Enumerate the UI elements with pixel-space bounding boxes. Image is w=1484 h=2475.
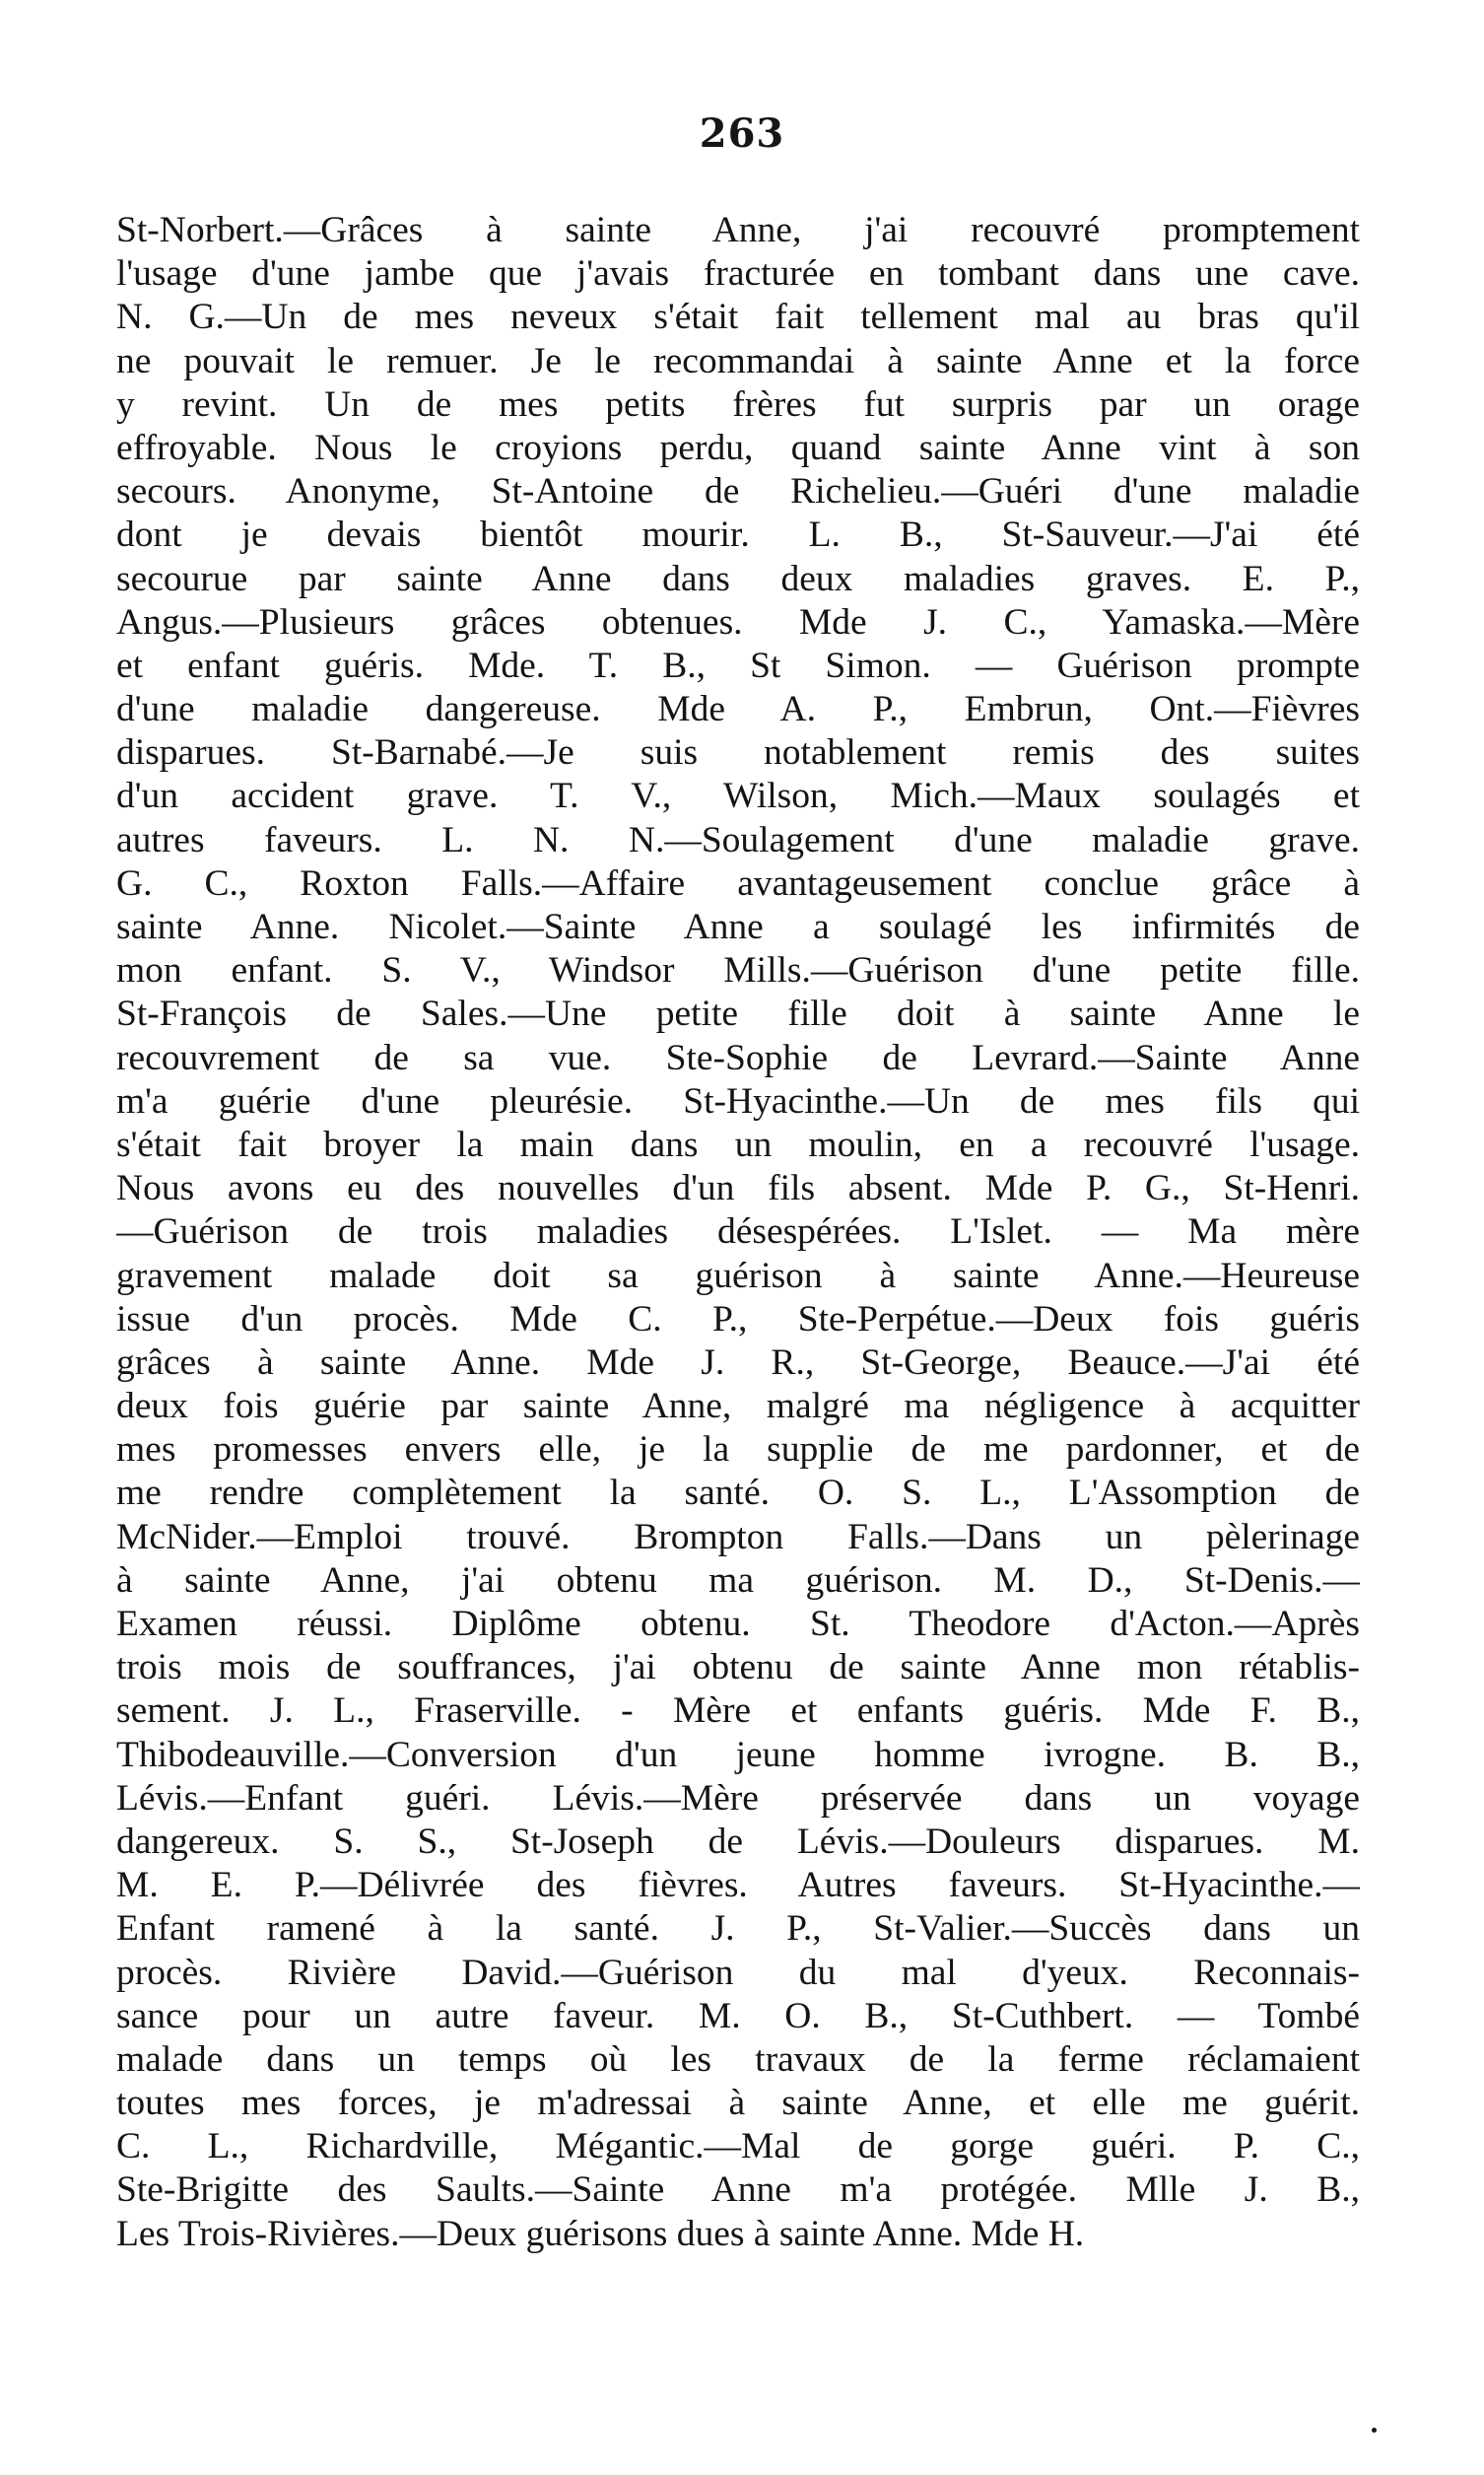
text-line: disparues. St-Barnabé.—Je suis notablement remis des suites — [116, 732, 1360, 774]
text-line: G. C., Roxton Falls.—Affaire avantageusement conclue grâce à — [116, 862, 1360, 904]
text-line: Enfant ramené à la santé. J. P., St-Valier.—Succès dans un — [116, 1908, 1360, 1950]
text-line: gravement malade doit sa guérison à sainte Anne.—Heureuse — [116, 1255, 1360, 1296]
text-line: deux fois guérie par sainte Anne, malgré ma négligence à acquitter — [116, 1386, 1360, 1427]
text-line: mon enfant. S. V., Windsor Mills.—Guérison d'une petite fille. — [116, 950, 1360, 992]
text-line: m'a guérie d'une pleurésie. St-Hyacinthe.—Un de mes fils qui — [116, 1080, 1360, 1122]
text-line: —Guérison de trois maladies désespérées. L'Islet. — Ma mère — [116, 1211, 1360, 1253]
text-line: Les Trois-Rivières.—Deux guérisons dues à sainte Anne. Mde H. — [116, 2213, 1085, 2254]
text-line: me rendre complètement la santé. O. S. L., L'Assomption de — [116, 1473, 1360, 1514]
text-line: Lévis.—Enfant guéri. Lévis.—Mère préservée dans un voyage — [116, 1777, 1360, 1819]
text-line: Examen réussi. Diplôme obtenu. St. Theodore d'Acton.—Après — [116, 1604, 1360, 1644]
text-line: l'usage d'une jambe que j'avais fracturée en tombant dans une cave. — [116, 253, 1360, 295]
text-line: dont je devais bientôt mourir. L. B., St-Sauveur.—J'ai été — [116, 515, 1360, 556]
text-line: St-François de Sales.—Une petite fille doit à sainte Anne le — [116, 994, 1360, 1035]
text-line: Ste-Brigitte des Saults.—Sainte Anne m'a protégée. Mlle J. B., — [116, 2169, 1360, 2211]
text-line: Thibodeauville.—Conversion d'un jeune homme ivrogne. B. B., — [116, 1734, 1360, 1775]
text-line: sance pour un autre faveur. M. O. B., St-Cuthbert. — Tombé — [116, 1995, 1360, 2036]
text-line: trois mois de souffrances, j'ai obtenu de sainte Anne mon rétablis- — [116, 1647, 1360, 1688]
text-line: grâces à sainte Anne. Mde J. R., St-George, Beauce.—J'ai été — [116, 1341, 1360, 1383]
text-line: d'un accident grave. T. V., Wilson, Mich.—Maux soulagés et — [116, 776, 1360, 817]
text-line: malade dans un temps où les travaux de la ferme réclamaient — [116, 2038, 1360, 2080]
text-line: toutes mes forces, je m'adressai à sainte Anne, et elle me guérit. — [116, 2083, 1360, 2124]
text-line: N. G.—Un de mes neveux s'était fait tellement mal au bras qu'il — [116, 297, 1360, 338]
text-line: y revint. Un de mes petits frères fut surpris par un orage — [116, 383, 1360, 425]
text-line: secourue par sainte Anne dans deux maladies graves. E. P., — [116, 558, 1360, 599]
text-line: Angus.—Plusieurs grâces obtenues. Mde J. C., Yamaska.—Mère — [116, 601, 1360, 643]
text-line: M. E. P.—Délivrée des fièvres. Autres faveurs. St-Hyacinthe.— — [116, 1865, 1360, 1906]
text-line: mes promesses envers elle, je la supplie de me pardonner, et de — [116, 1429, 1360, 1471]
text-line: secours. Anonyme, St-Antoine de Richelieu.—Guéri d'une maladie — [116, 471, 1360, 513]
text-line: autres faveurs. L. N. N.—Soulagement d'une maladie grave. — [116, 819, 1360, 860]
text-line: McNider.—Emploi trouvé. Brompton Falls.—Dans un pèlerinage — [116, 1516, 1360, 1557]
text-line: sainte Anne. Nicolet.—Sainte Anne a soulagé les infirmités de — [116, 907, 1360, 947]
text-line: procès. Rivière David.—Guérison du mal d'yeux. Reconnais- — [116, 1952, 1360, 1993]
text-line: et enfant guéris. Mde. T. B., St Simon. — Guérison prompte — [116, 645, 1360, 686]
text-line: à sainte Anne, j'ai obtenu ma guérison. M. D., St-Denis.— — [116, 1559, 1360, 1601]
text-line: ne pouvait le remuer. Je le recommandai à sainte Anne et la force — [116, 340, 1360, 381]
text-line: issue d'un procès. Mde C. P., Ste-Perpétue.—Deux fois guéris — [116, 1298, 1360, 1340]
text-line: d'une maladie dangereuse. Mde A. P., Embrun, Ont.—Fièvres — [116, 689, 1360, 730]
text-line: dangereux. S. S., St-Joseph de Lévis.—Douleurs disparues. M. — [116, 1821, 1360, 1862]
text-line: effroyable. Nous le croyions perdu, quand sainte Anne vint à son — [116, 427, 1360, 468]
text-line: St-Norbert.—Grâces à sainte Anne, j'ai recouvré promptement — [116, 210, 1360, 250]
printer-mark — [1372, 2428, 1377, 2433]
text-line: C. L., Richardville, Mégantic.—Mal de gorge guéri. P. C., — [116, 2126, 1360, 2167]
body-text — [116, 209, 1360, 2256]
text-line: sement. J. L., Fraserville. - Mère et enfants guéris. Mde F. B., — [116, 1690, 1360, 1732]
text-line: recouvrement de sa vue. Ste-Sophie de Levrard.—Sainte Anne — [116, 1037, 1360, 1078]
page-number: 263 — [699, 110, 785, 157]
text-line: s'était fait broyer la main dans un moulin, en a recouvré l'usage. — [116, 1124, 1360, 1165]
text-line: Nous avons eu des nouvelles d'un fils absent. Mde P. G., St-Henri. — [116, 1168, 1360, 1209]
